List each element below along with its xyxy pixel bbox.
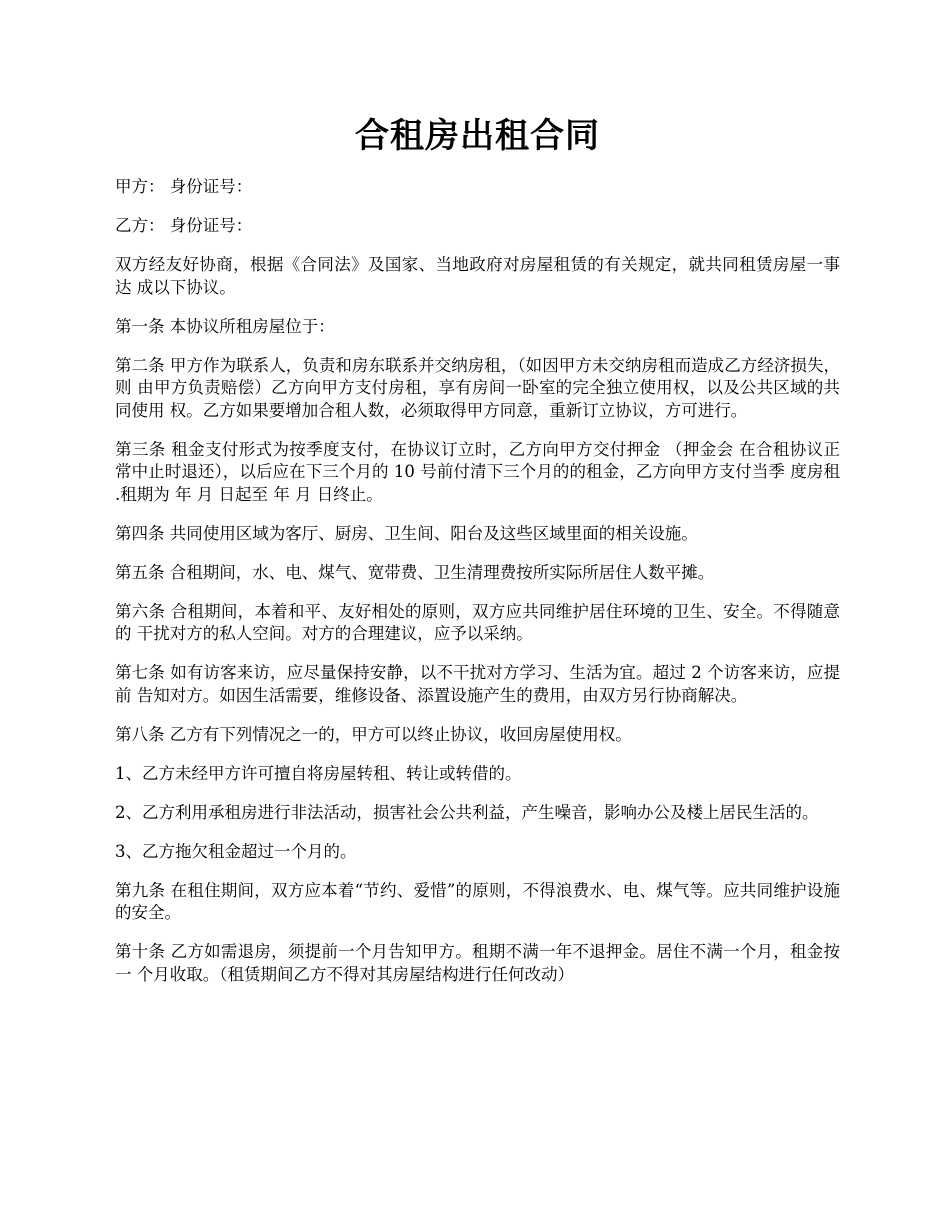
article-1: 第一条 本协议所租房屋位于： xyxy=(115,316,335,336)
article-2: 第二条 甲方作为联系人，负责和房东联系并交纳房租，（如因甲方未交纳房租而造成乙方经济损失，则 由甲方负责赔偿）乙方向甲方支付房租，享有房间一卧室的完全独立使用权，以及公共区域的共同使用 权。乙方如果要增加合租人数，必须取得甲方同意，重新订立协议，方可进行。 xyxy=(115,355,840,420)
article-3: 第三条 租金支付形式为按季度支付，在协议订立时，乙方向甲方交付押金 （押金会 在合租协议正常中止时退还），以后应在下三个月的 10 号前付清下三个月的的租金，乙方向甲方支付当季 度房租 .租期为 年 月 日起至 年 月 日终止。 xyxy=(115,439,840,504)
article-8-item-2: 2、乙方利用承租房进行非法活动，损害社会公共利益，产生噪音，影响办公及楼上居民生活的。 xyxy=(115,802,819,822)
article-8: 第八条 乙方有下列情况之一的，甲方可以终止协议，收回房屋使用权。 xyxy=(115,724,632,744)
article-10: 第十条 乙方如需退房，须提前一个月告知甲方。租期不满一年不退押金。居住不满一个月，租金按一 个月收取。（租赁期间乙方不得对其房屋结构进行任何改动） xyxy=(115,942,840,984)
document-title: 合租房出租合同 xyxy=(355,116,600,156)
article-7: 第七条 如有访客来访，应尽量保持安静，以不干扰对方学习、生活为宜。超过 2 个访客来访，应提前 告知对方。如因生活需要，维修设备、添置设施产生的费用，由双方另行协商解决。 xyxy=(115,663,840,705)
document-page xyxy=(115,110,840,1003)
article-9: 第九条 在租住期间，双方应本着“节约、爱惜”的原则，不得浪费水、电、煤气等。应共同维护设施 的安全。 xyxy=(115,880,840,922)
article-8-item-3: 3、乙方拖欠租金超过一个月的。 xyxy=(115,841,357,861)
article-6: 第六条 合租期间，本着和平、友好相处的原则，双方应共同维护居住环境的卫生、安全。不得随意的 干扰对方的私人空间。对方的合理建议，应予以采纳。 xyxy=(115,601,840,643)
article-8-item-1: 1、乙方未经甲方许可擅自将房屋转租、转让或转借的。 xyxy=(115,763,522,783)
article-5: 第五条 合租期间，水、电、煤气、宽带费、卫生清理费按所实际所居住人数平摊。 xyxy=(115,562,715,582)
party-b-line: 乙方： 身份证号： xyxy=(115,216,253,235)
party-a-line: 甲方： 身份证号： xyxy=(115,177,253,196)
article-4: 第四条 共同使用区域为客厅、厨房、卫生间、阳台及这些区域里面的相关设施。 xyxy=(115,523,698,543)
preamble-paragraph: 双方经友好协商，根据《合同法》及国家、当地政府对房屋租赁的有关规定，就共同租赁房屋一事达 成以下协议。 xyxy=(115,255,840,297)
